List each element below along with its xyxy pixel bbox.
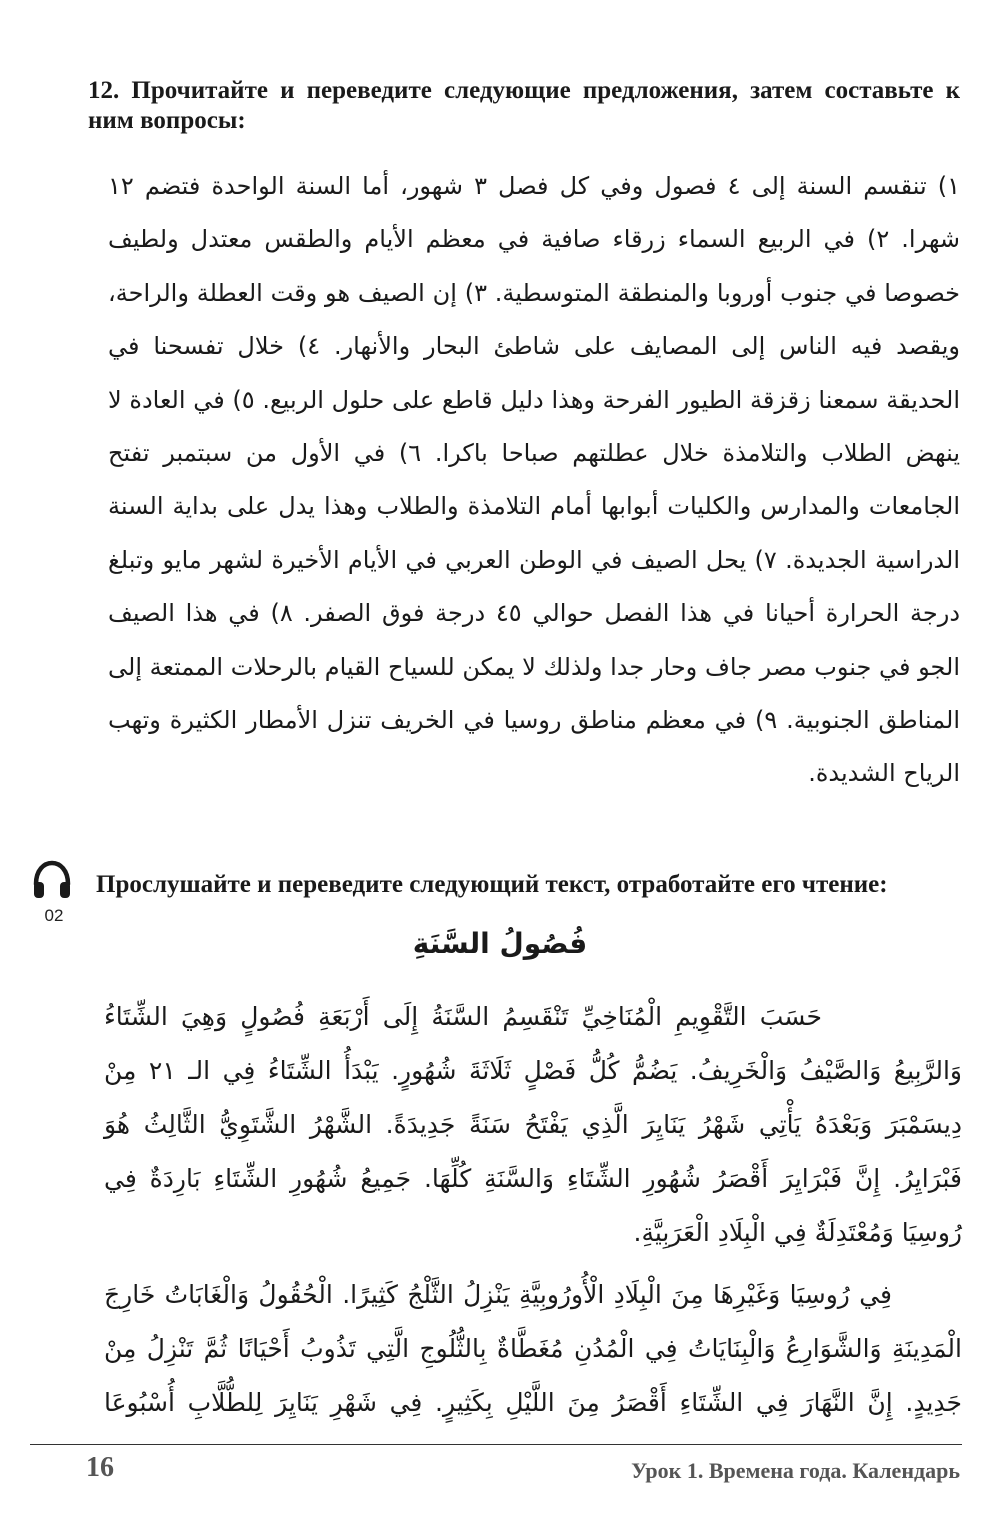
audio-track-number: 02 [44, 906, 64, 925]
listening-heading: Прослушайте и переведите следующий текст, отработайте его чтение: [96, 871, 888, 898]
running-head: Урок 1. Времена года. Календарь [631, 1458, 960, 1483]
exercise-heading: 12. Прочитайте и переведите следующие предложения, затем составьте к ним вопросы: [88, 77, 960, 134]
footer-rule [30, 1444, 962, 1445]
headphones-icon[interactable] [30, 858, 74, 902]
text-paragraph-2: فِي رُوسِيَا وَغَيْرِهَا مِنَ الْبِلَادِ الْأُورُوبِيَّةِ يَنْزِلُ الثَّلْجُ كَثِيرًا. الْحُقُولُ وَالْغَابَاتُ خَارِجَ الْمَدِينَةِ وَالشَّوَارِعُ وَالْبِنَايَاتُ فِي الْمُدُنِ مُغَطَّاةٌ بِالثُّلُوجِ الَّتِي تَذُوبُ أَحْيَانًا ثُمَّ تَنْزِلُ مِنْ جَدِيدٍ. إِنَّ النَّهَارَ فِي الشِّتَاءِ أَقْصَرُ مِنَ اللَّيْلِ بِكَثِيرٍ. فِي شَهْرِ يَنَايِرَ لِلطُّلَّابِ أُسْبُوعَا [104, 1280, 962, 1417]
text-title: فُصُولُ السَّنَةِ [412, 927, 588, 960]
page-number: 16 [86, 1452, 114, 1483]
exercise-sentences: ١) تنقسم السنة إلى ٤ فصول وفي كل فصل ٣ شهور، أما السنة الواحدة فتضم ١٢ شهرا. ٢) في الربيع السماء زرقاء صافية في معظم الأيام والطقس معتدل ولطيف خصوصا في جنوب أوروبا والمنطقة المتوسطية. ٣) إن الصيف هو وقت العطلة والراحة، ويقصد فيه الناس إلى المصايف على شاطئ البحار والأنهار. ٤) خلال تفسحنا في الحديقة سمعنا زقزقة الطيور الفرحة وهذا دليل قاطع على حلول الربيع. ٥) في العادة لا ينهض الطلاب والتلامذة خلال عطلتهم صباحا باكرا. ٦) في الأول من سبتمبر تفتح الجامعات والمدارس والكليات أبوابها أمام التلامذة والطلاب وهذا يدل على بداية السنة الدراسية الجديدة. ٧) يحل الصيف في الوطن العربي في الأيام الأخيرة لشهر مايو وتبلغ درجة الحرارة أحيانا في هذا الفصل حوالي ٤٥ درجة فوق الصفر. ٨) في هذا الصيف الجو في جنوب مصر جاف وحار جدا ولذلك لا يمكن للسياح القيام بالرحلات الممتعة إلى المناطق الجنوبية. ٩) في معظم مناطق روسيا في الخريف تنزل الأمطار الكثيرة وتهب الرياح الشديدة. [108, 172, 961, 788]
text-paragraph-1: حَسَبَ التَّقْوِيمِ الْمُنَاخِيِّ تَنْقَسِمُ السَّنَةُ إِلَى أَرْبَعَةِ فُصُولٍ وَهِيَ الشِّتَاءُ وَالرَّبِيعُ وَالصَّيْفُ وَالْخَرِيفُ. يَضُمُّ كُلُّ فَصْلٍ ثَلَاثَةَ شُهُورٍ. يَبْدَأُ الشِّتَاءُ فِي الـ ٢١ مِنْ دِيسَمْبَرَ وَبَعْدَهُ يَأْتِي شَهْرُ يَنَايِرَ الَّذِي يَفْتَحُ سَنَةً جَدِيدَةً. الشَّهْرُ الشَّتَوِيُّ الثَّالِثُ هُوَ فَبْرَايِرُ. إِنَّ فَبْرَايِرَ أَقْصَرُ شُهُورِ الشِّتَاءِ وَالسَّنَةِ كُلِّهَا. جَمِيعُ شُهُورِ الشِّتَاءِ بَارِدَةٌ فِي رُوسِيَا وَمُعْتَدِلَةٌ فِي الْبِلَادِ الْعَرَبِيَّةِ. [104, 1002, 962, 1247]
